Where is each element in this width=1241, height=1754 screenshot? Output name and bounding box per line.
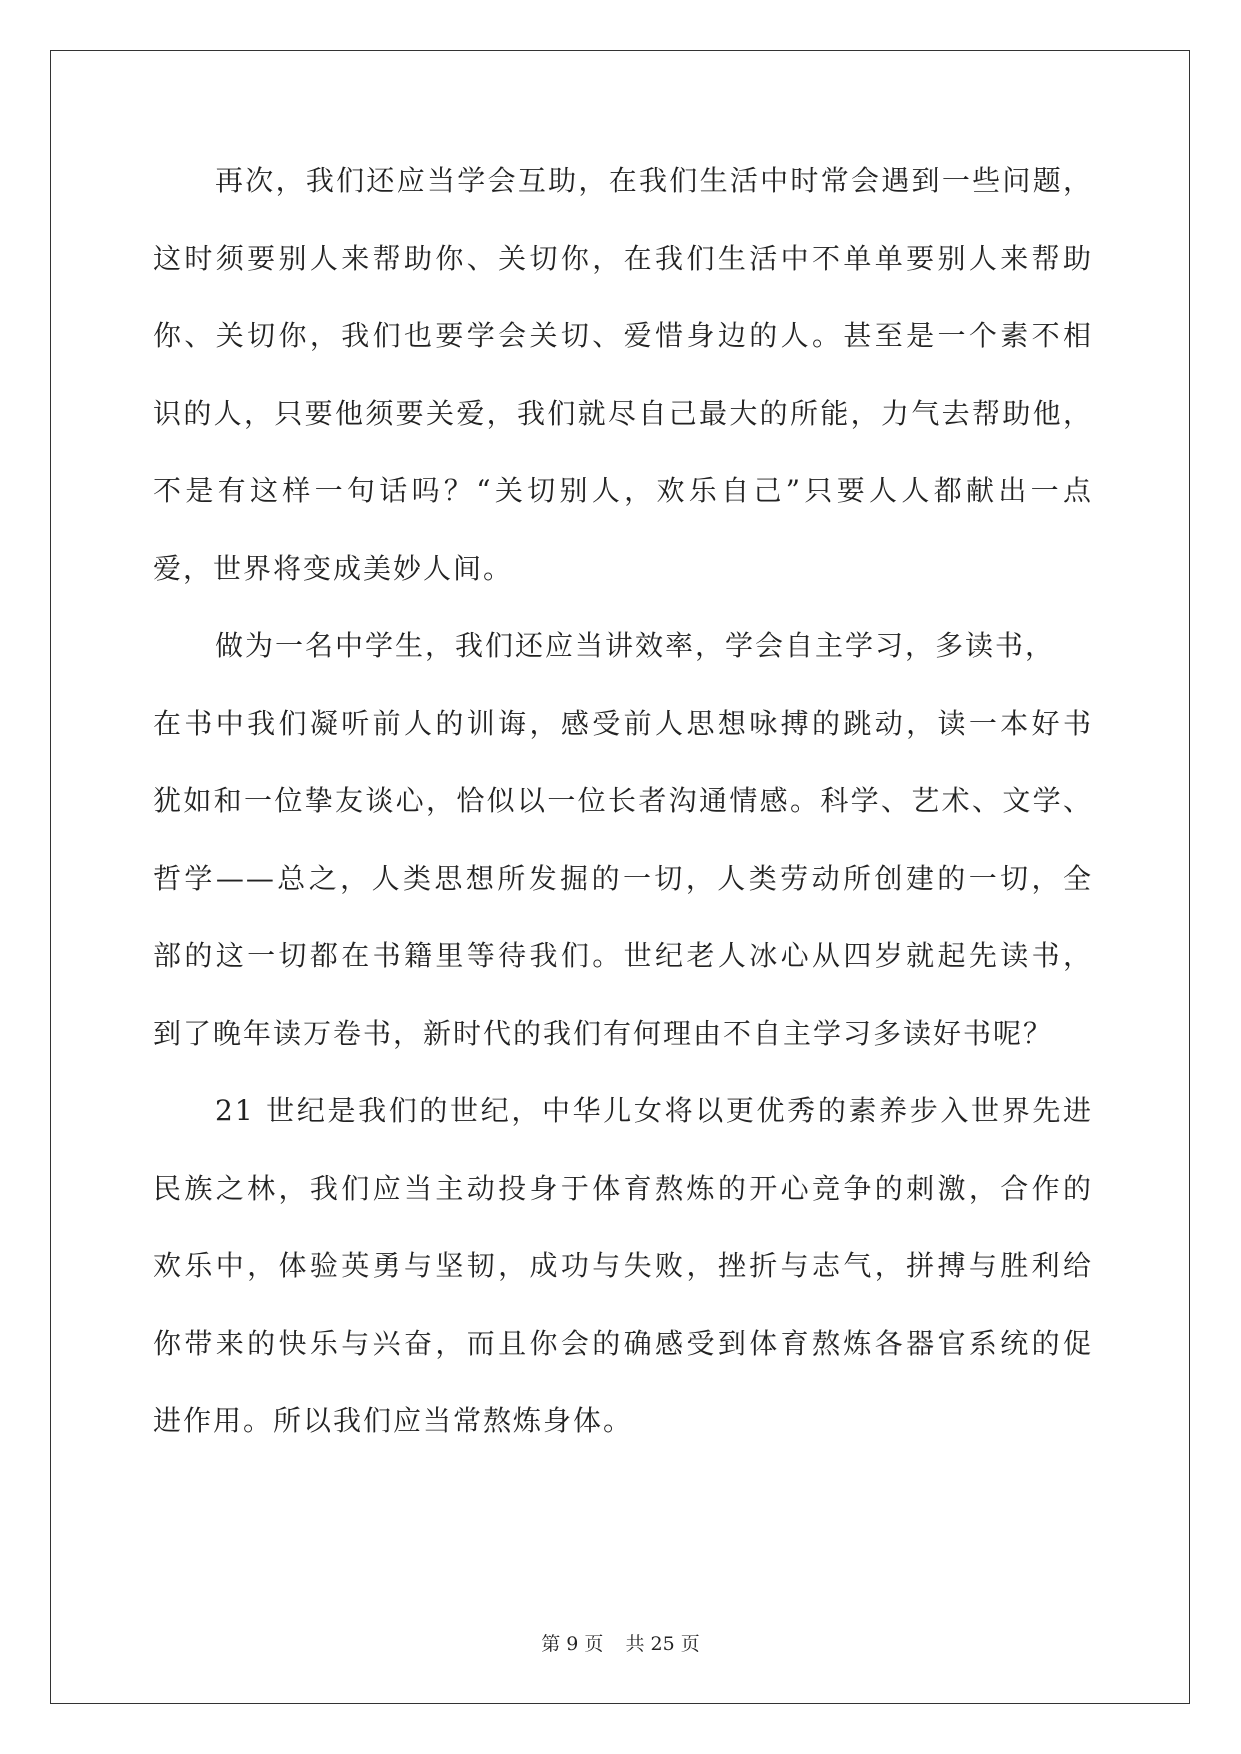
text-line: 到了晚年读万卷书，新时代的我们有何理由不自主学习多读好书呢？ [153, 1016, 1054, 1050]
text-line: 再次，我们还应当学会互助，在我们生活中时常会遇到一些问题， [215, 164, 1093, 197]
page-number: 第 9 页 [541, 1633, 604, 1655]
paragraph-2 [153, 628, 1093, 1093]
text-line: 你带来的快乐与兴奋，而且你会的确感受到体育熬炼各器官系统的促 [153, 1326, 1093, 1360]
page-total: 共 25 页 [625, 1633, 700, 1655]
text-line: 欢乐中，体验英勇与坚韧，成功与失败，挫折与志气，拼搏与胜利给 [153, 1249, 1093, 1282]
text-line: 犹如和一位挚友谈心，恰似以一位长者沟通情感。科学、艺术、文学、 [153, 784, 1093, 817]
document-body [153, 163, 1093, 1481]
text-line: 爱，世界将变成美妙人间。 [153, 551, 514, 585]
text-line: 部的这一切都在书籍里等待我们。世纪老人冰心从四岁就起先读书， [153, 939, 1093, 972]
paragraph-3 [153, 1093, 1093, 1481]
paragraph-1 [153, 163, 1093, 628]
text-line: 民族之林，我们应当主动投身于体育熬炼的开心竞争的刺激，合作的 [153, 1171, 1093, 1205]
text-line: 21 世纪是我们的世纪，中华儿女将以更优秀的素养步入世界先进 [215, 1094, 1093, 1127]
text-line: 识的人，只要他须要关爱，我们就尽自己最大的所能，力气去帮助他， [153, 396, 1093, 430]
text-line: 这时须要别人来帮助你、关切你，在我们生活中不单单要别人来帮助 [153, 241, 1093, 275]
text-line: 你、关切你，我们也要学会关切、爱惜身边的人。甚至是一个素不相 [153, 319, 1093, 352]
text-line: 哲学——总之，人类思想所发掘的一切，人类劳动所创建的一切，全 [153, 861, 1093, 895]
text-line: 做为一名中学生，我们还应当讲效率，学会自主学习，多读书， [215, 629, 1056, 662]
text-line: 不是有这样一句话吗？“关切别人，欢乐自己”只要人人都献出一点 [153, 474, 1093, 507]
text-line: 进作用。所以我们应当常熬炼身体。 [153, 1404, 634, 1437]
text-line: 在书中我们凝听前人的训诲，感受前人思想咏搏的跳动，读一本好书 [153, 706, 1093, 740]
page-footer [0, 1629, 1241, 1656]
